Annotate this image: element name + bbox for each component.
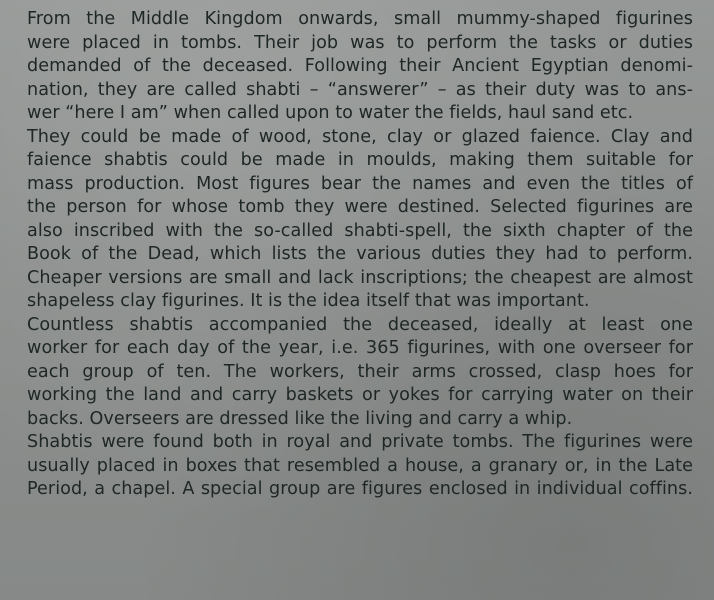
text-line: working the land and carry baskets or yokes for carrying water on their <box>27 385 693 405</box>
text-line: wer “here I am” when called upon to water the fields, haul sand etc. <box>27 103 634 123</box>
text-line: From the Middle Kingdom onwards, small mummy-shaped figurines <box>27 9 693 29</box>
text-line: mass production. Most figures bear the names and even the titles of <box>27 173 693 194</box>
text-line: Book of the Dead, which lists the various duties they had to perform. <box>27 244 693 264</box>
text-line: backs. Overseers are dressed like the living and carry a whip. <box>27 408 573 429</box>
text-line: faience shabtis could be made in moulds, making them suitable for <box>27 150 693 170</box>
text-line: They could be made of wood, stone, clay or glazed faience. Clay and <box>27 126 693 147</box>
text-line: shapeless clay figurines. It is the idea itself that was important. <box>27 291 590 311</box>
text-line: nation, they are called shabti – “answerer” – as their duty was to ans- <box>27 79 693 100</box>
text-line: Shabtis were found both in royal and private tombs. The figurines were <box>27 432 693 452</box>
text-line: each group of ten. The workers, their arms crossed, clasp hoes for <box>27 361 693 382</box>
shabti-description-text <box>27 8 699 502</box>
text-line: usually placed in boxes that resembled a house, a granary or, in the Late <box>27 455 693 476</box>
text-line: Cheaper versions are small and lack inscriptions; the cheapest are almost <box>27 267 693 288</box>
text-line: Countless shabtis accompanied the deceased, ideally at least one <box>27 314 693 335</box>
text-line: demanded of the deceased. Following their Ancient Egyptian denomi- <box>27 56 693 76</box>
text-line: were placed in tombs. Their job was to perform the tasks or duties <box>27 32 693 53</box>
text-line: worker for each day of the year, i.e. 365 figurines, with one overseer for <box>27 338 693 358</box>
text-line: Period, a chapel. A special group are figures enclosed in individual coffins. <box>27 479 693 499</box>
text-line: also inscribed with the so-called shabti-spell, the sixth chapter of the <box>27 220 693 241</box>
text-line: the person for whose tomb they were destined. Selected figurines are <box>27 197 693 217</box>
